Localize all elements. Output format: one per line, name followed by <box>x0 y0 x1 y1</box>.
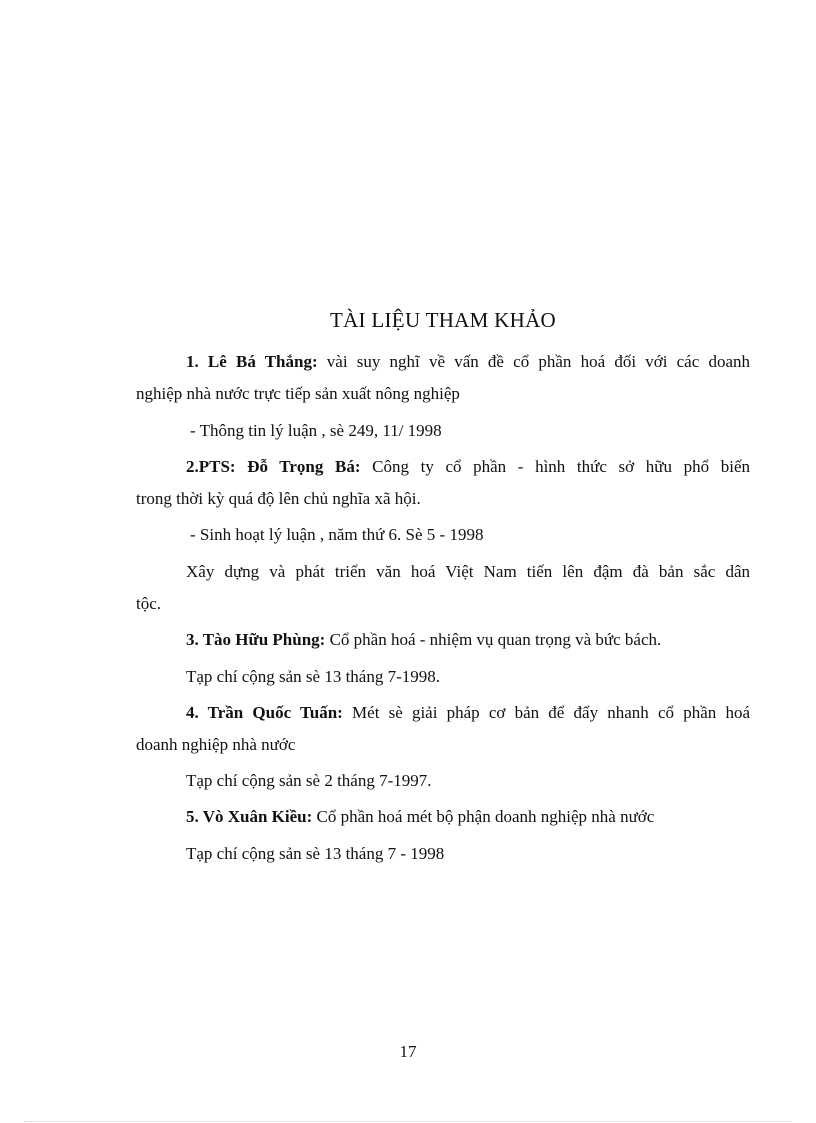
ref-4-line-2: doanh nghiệp nhà nước <box>136 735 296 754</box>
extra-note-line-2: tộc. <box>136 594 162 613</box>
ref-5-line <box>186 806 750 828</box>
ref-2-line-1 <box>186 456 750 478</box>
page-number: 17 <box>399 1042 417 1061</box>
ref-2-source: - Sinh hoạt lý luận , năm thứ 6. Sè 5 - 1998 <box>190 525 484 544</box>
ref-4-author: 4. Trần Quốc Tuấn: <box>186 703 343 722</box>
ref-1-title-part-1: vài suy nghĩ về vấn đề cổ phần hoá đối với các doanh <box>317 352 750 371</box>
page-title: TÀI LIỆU THAM KHẢO <box>329 308 557 332</box>
ref-4-line-1 <box>186 702 750 724</box>
ref-5-title: Cổ phần hoá mét bộ phận doanh nghiệp nhà nước <box>312 807 655 826</box>
extra-note-line-1: Xây dựng và phát triển văn hoá Việt Nam tiến lên đậm đà bản sắc dân <box>186 562 750 581</box>
ref-1-line-2: nghiệp nhà nước trực tiếp sản xuất nông nghiệp <box>136 384 460 403</box>
ref-4-title-part-1: Mét sè giải pháp cơ bản để đẩy nhanh cổ phần hoá <box>342 703 750 722</box>
ref-4-source: Tạp chí cộng sản sè 2 tháng 7-1997. <box>186 771 432 790</box>
ref-5-author: 5. Vò Xuân Kiều: <box>186 807 313 826</box>
ref-3-source: Tạp chí cộng sản sè 13 tháng 7-1998. <box>186 667 440 686</box>
ref-2-author: 2.PTS: Đỗ Trọng Bá: <box>186 457 361 476</box>
ref-1-line-1 <box>186 351 750 373</box>
ref-3-author: 3. Tào Hữu Phùng: <box>186 630 326 649</box>
ref-1-author: 1. Lê Bá Thắng: <box>186 352 318 371</box>
ref-2-line-2: trong thời kỳ quá độ lên chủ nghĩa xã hội. <box>136 489 421 508</box>
ref-3-title: Cổ phần hoá - nhiệm vụ quan trọng và bức bách. <box>325 630 662 649</box>
ref-1-source: - Thông tin lý luận , sè 249, 11/ 1998 <box>190 421 442 440</box>
ref-2-title-part-1: Công ty cổ phần - hình thức sở hữu phổ biến <box>360 457 750 476</box>
ref-5-source: Tạp chí cộng sản sè 13 tháng 7 - 1998 <box>186 844 445 863</box>
page-bottom-border <box>24 1121 792 1122</box>
ref-3-line <box>186 629 750 651</box>
